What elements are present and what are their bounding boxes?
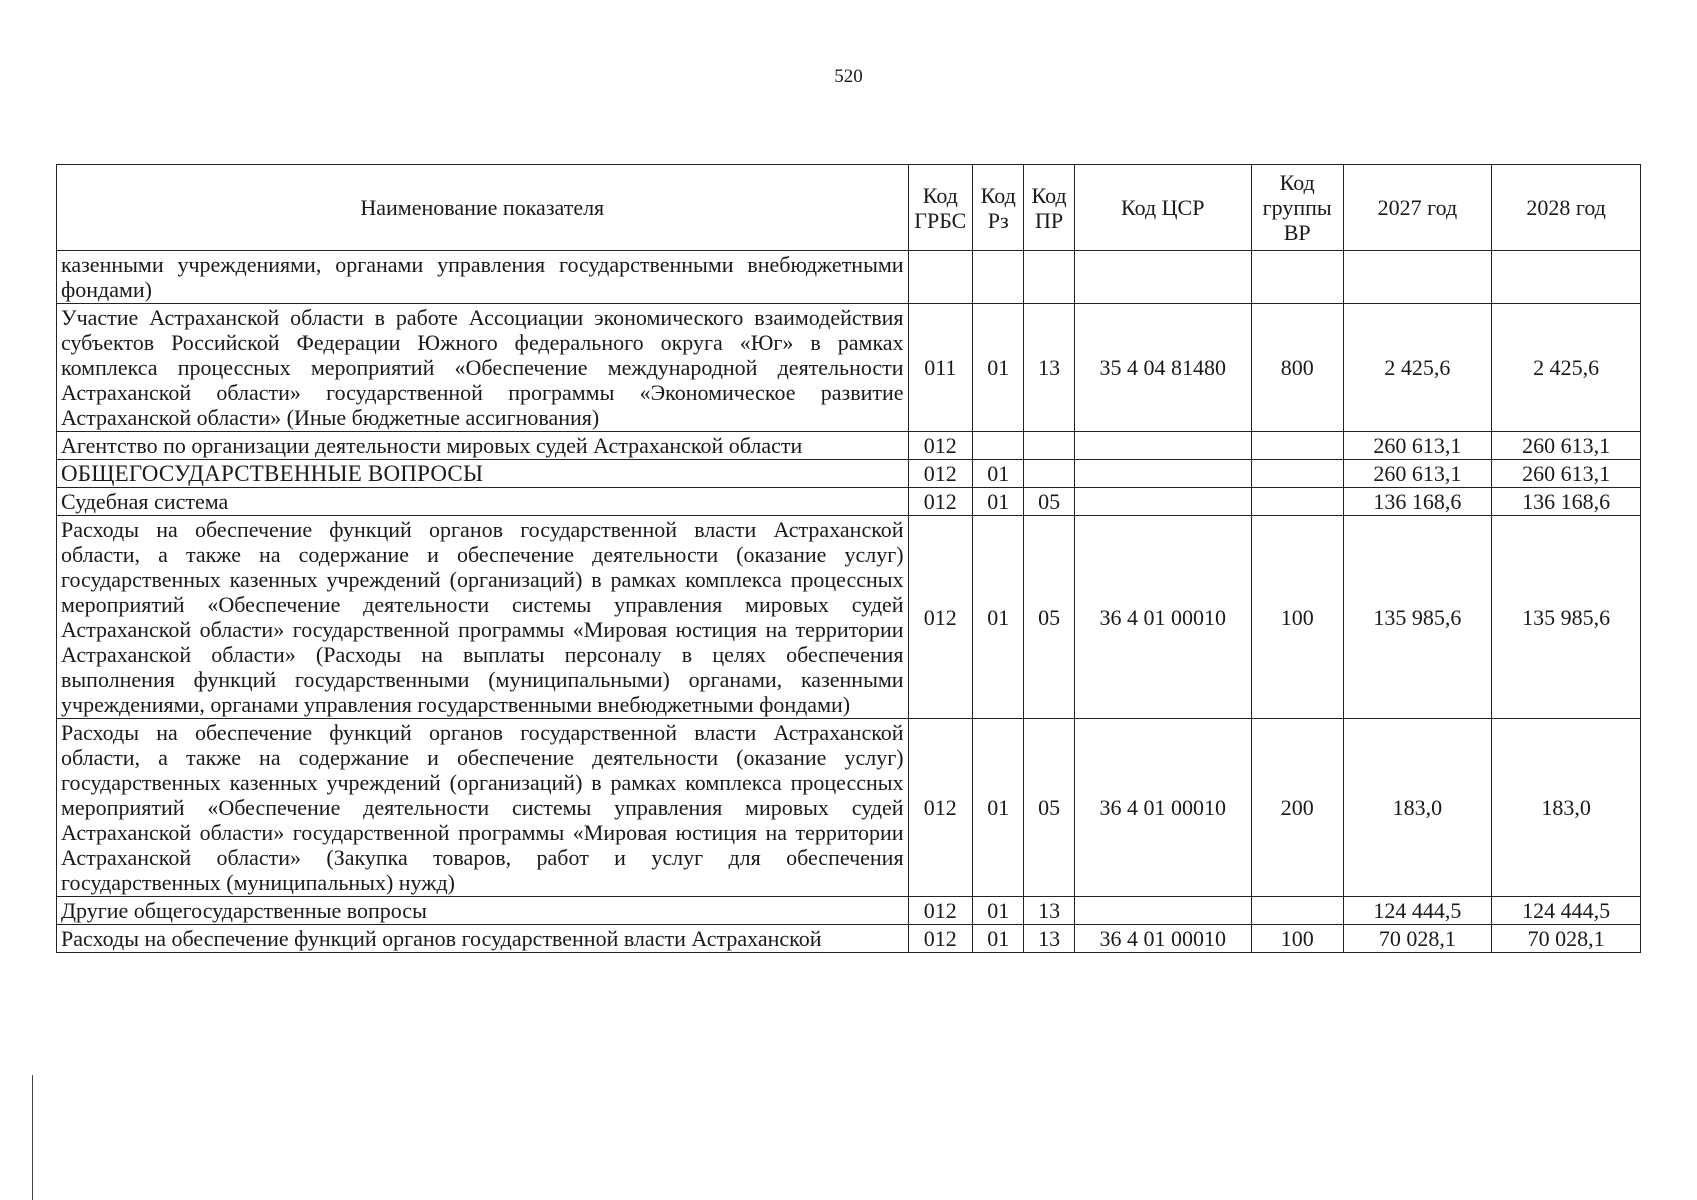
row-grbs: 012 [908, 719, 972, 897]
header-name: Наименование показателя [57, 165, 909, 251]
row-pr: 13 [1024, 925, 1074, 953]
row-grbs: 012 [908, 432, 972, 460]
row-pr: 05 [1024, 516, 1074, 719]
table-row [57, 460, 1641, 488]
row-2027: 70 028,1 [1343, 925, 1492, 953]
row-rz: 01 [973, 488, 1024, 516]
row-vr [1251, 432, 1343, 460]
row-pr [1024, 432, 1074, 460]
row-rz: 01 [973, 897, 1024, 925]
row-pr: 13 [1024, 304, 1074, 432]
row-2027: 135 985,6 [1343, 516, 1492, 719]
row-rz: 01 [973, 925, 1024, 953]
row-rz: 01 [973, 516, 1024, 719]
row-2028: 135 985,6 [1492, 516, 1641, 719]
row-grbs: 012 [908, 897, 972, 925]
row-grbs: 012 [908, 925, 972, 953]
table-header-row [57, 165, 1641, 251]
row-2028: 2 425,6 [1492, 304, 1641, 432]
header-vr: Код группы ВР [1251, 165, 1343, 251]
row-grbs: 011 [908, 304, 972, 432]
row-pr: 05 [1024, 719, 1074, 897]
header-grbs: Код ГРБС [908, 165, 972, 251]
row-2027: 260 613,1 [1343, 432, 1492, 460]
row-csr: 36 4 01 00010 [1074, 925, 1251, 953]
row-rz: 01 [973, 719, 1024, 897]
row-rz [973, 432, 1024, 460]
row-name: Расходы на обеспечение функций органов государственной власти Астраханской [57, 925, 909, 953]
table-row [57, 432, 1641, 460]
row-2028 [1492, 251, 1641, 304]
row-2028: 70 028,1 [1492, 925, 1641, 953]
row-rz: 01 [973, 304, 1024, 432]
row-vr [1251, 460, 1343, 488]
row-grbs: 012 [908, 460, 972, 488]
table-row [57, 516, 1641, 719]
row-rz: 01 [973, 460, 1024, 488]
row-csr: 36 4 01 00010 [1074, 516, 1251, 719]
row-name: Агентство по организации деятельности мировых судей Астраханской области [57, 432, 909, 460]
row-pr [1024, 460, 1074, 488]
margin-line [32, 1075, 33, 1200]
row-2028: 124 444,5 [1492, 897, 1641, 925]
row-2027: 260 613,1 [1343, 460, 1492, 488]
page-number: 520 [834, 66, 863, 87]
row-rz [973, 251, 1024, 304]
row-name: казенными учреждениями, органами управления государственными внебюджетными фондами) [57, 251, 909, 304]
row-vr [1251, 488, 1343, 516]
table-row [57, 719, 1641, 897]
header-2028: 2028 год [1492, 165, 1641, 251]
row-vr [1251, 251, 1343, 304]
row-pr: 13 [1024, 897, 1074, 925]
row-grbs: 012 [908, 516, 972, 719]
row-csr [1074, 488, 1251, 516]
row-csr: 36 4 01 00010 [1074, 719, 1251, 897]
header-pr: Код ПР [1024, 165, 1074, 251]
row-csr [1074, 432, 1251, 460]
row-2027: 124 444,5 [1343, 897, 1492, 925]
row-name: Расходы на обеспечение функций органов государственной власти Астраханской области, а также на содержание и обеспечение деятельности (оказание услуг) государственных казенных учреждений (организаций) в рамках комплекса процессных мероприятий «Обеспечение деятельности системы управления мировых судей Астраханской области» государственной программы «Мировая юстиция на территории Астраханской области» (Закупка товаров, работ и услуг для обеспечения государственных (муниципальных) нужд) [57, 719, 909, 897]
row-name: Участие Астраханской области в работе Ассоциации экономического взаимодействия субъектов Российской Федерации Южного федерального округа «Юг» в рамках комплекса процессных мероприятий «Обеспечение международной деятельности Астраханской области» государственной программы «Экономическое развитие Астраханской области» (Иные бюджетные ассигнования) [57, 304, 909, 432]
row-2027: 2 425,6 [1343, 304, 1492, 432]
row-2027: 136 168,6 [1343, 488, 1492, 516]
table-row [57, 304, 1641, 432]
table-row [57, 925, 1641, 953]
row-grbs [908, 251, 972, 304]
row-name: Расходы на обеспечение функций органов государственной власти Астраханской области, а также на содержание и обеспечение деятельности (оказание услуг) государственных казенных учреждений (организаций) в рамках комплекса процессных мероприятий «Обеспечение деятельности системы управления мировых судей Астраханской области» государственной программы «Мировая юстиция на территории Астраханской области» (Расходы на выплаты персоналу в целях обеспечения выполнения функций государственными (муниципальными) органами, казенными учреждениями, органами управления государственными внебюджетными фондами) [57, 516, 909, 719]
row-name: Судебная система [57, 488, 909, 516]
header-2027: 2027 год [1343, 165, 1492, 251]
row-csr [1074, 897, 1251, 925]
row-2028: 183,0 [1492, 719, 1641, 897]
row-vr [1251, 897, 1343, 925]
row-2028: 260 613,1 [1492, 460, 1641, 488]
row-csr [1074, 251, 1251, 304]
table-row [57, 897, 1641, 925]
row-vr: 800 [1251, 304, 1343, 432]
row-csr [1074, 460, 1251, 488]
table-row [57, 251, 1641, 304]
table-row [57, 488, 1641, 516]
header-csr: Код ЦСР [1074, 165, 1251, 251]
row-vr: 100 [1251, 925, 1343, 953]
row-pr [1024, 251, 1074, 304]
row-pr: 05 [1024, 488, 1074, 516]
row-2028: 260 613,1 [1492, 432, 1641, 460]
row-csr: 35 4 04 81480 [1074, 304, 1251, 432]
row-name: ОБЩЕГОСУДАРСТВЕННЫЕ ВОПРОСЫ [57, 460, 909, 488]
budget-table [56, 164, 1641, 953]
row-grbs: 012 [908, 488, 972, 516]
row-2028: 136 168,6 [1492, 488, 1641, 516]
row-vr: 200 [1251, 719, 1343, 897]
row-name: Другие общегосударственные вопросы [57, 897, 909, 925]
row-2027 [1343, 251, 1492, 304]
row-2027: 183,0 [1343, 719, 1492, 897]
row-vr: 100 [1251, 516, 1343, 719]
header-rz: Код Рз [973, 165, 1024, 251]
